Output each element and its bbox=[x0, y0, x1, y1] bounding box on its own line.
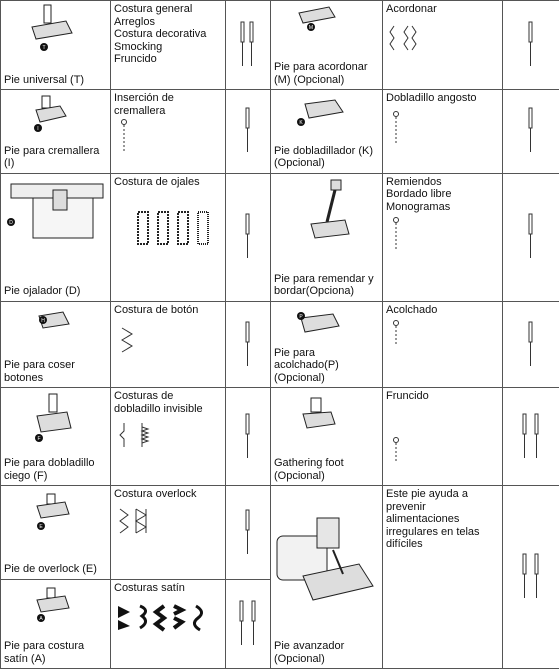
needle-icon bbox=[523, 106, 539, 156]
needle-cell bbox=[226, 486, 271, 579]
presser-foot-icon bbox=[289, 310, 349, 344]
description-line: Monogramas bbox=[386, 200, 451, 213]
foot-badge: H bbox=[41, 317, 45, 324]
needle-icon bbox=[240, 320, 256, 370]
stitch-pattern-icon bbox=[118, 421, 158, 449]
foot-cell bbox=[1, 1, 111, 90]
foot-cell bbox=[1, 388, 111, 486]
needle-icon bbox=[240, 508, 256, 558]
presser-foot-icon bbox=[29, 586, 79, 626]
foot-cell bbox=[271, 486, 383, 669]
stitch-pattern-icon bbox=[386, 217, 406, 253]
description-cell bbox=[383, 90, 503, 173]
needle-cell bbox=[503, 90, 559, 173]
presser-foot-icon bbox=[29, 392, 79, 446]
description-line: Arreglos bbox=[114, 15, 155, 28]
description-line: Costura de botón bbox=[114, 303, 199, 316]
stitch-pattern-icon bbox=[386, 320, 406, 346]
description-line: Costura general bbox=[114, 3, 193, 15]
presser-foot-icon bbox=[29, 308, 79, 342]
table-row bbox=[1, 301, 559, 387]
description-line: Fruncido bbox=[386, 390, 429, 403]
presser-foot-icon bbox=[291, 96, 351, 130]
presser-foot-icon bbox=[301, 178, 361, 250]
table-row bbox=[1, 388, 559, 486]
foot-name: Pie para cremallera (I) bbox=[4, 144, 100, 169]
description-line: Costura decorativa bbox=[114, 28, 207, 40]
needle-cell bbox=[226, 1, 271, 90]
description-line: Acordonar bbox=[386, 3, 437, 15]
foot-badge: K bbox=[299, 120, 303, 127]
foot-badge: E bbox=[39, 524, 43, 531]
description-cell bbox=[111, 486, 226, 579]
needle-cell bbox=[226, 173, 271, 301]
foot-badge: T bbox=[42, 45, 46, 51]
stitch-pattern-icon bbox=[118, 326, 138, 356]
description-line: Costura overlock bbox=[114, 488, 197, 501]
needle-cell bbox=[226, 579, 271, 668]
needle-cell bbox=[226, 388, 271, 486]
stitch-pattern-icon bbox=[386, 437, 406, 463]
presser-foot-icon bbox=[3, 180, 109, 260]
foot-cell bbox=[271, 173, 383, 301]
foot-name: Pie universal (T) bbox=[4, 73, 85, 86]
foot-cell bbox=[1, 301, 111, 387]
foot-badge: D bbox=[9, 219, 13, 226]
foot-name: Pie para dobladillo ciego (F) bbox=[4, 457, 95, 482]
description-cell bbox=[111, 579, 226, 668]
foot-badge: M bbox=[308, 25, 314, 31]
foot-name: Gathering foot (Opcional) bbox=[274, 457, 344, 482]
foot-cell bbox=[1, 173, 111, 301]
foot-name: Pie ojalador (D) bbox=[4, 285, 81, 298]
needle-cell bbox=[503, 301, 559, 387]
needle-cell bbox=[503, 486, 559, 669]
foot-badge: I bbox=[37, 126, 39, 133]
table-row bbox=[1, 486, 559, 579]
description-cell bbox=[111, 173, 226, 301]
stitch-pattern-icon bbox=[118, 507, 158, 537]
needle-icon bbox=[523, 320, 539, 370]
twin-needle-icon bbox=[517, 412, 545, 462]
foot-cell bbox=[271, 388, 383, 486]
twin-needle-icon bbox=[234, 599, 262, 649]
foot-name: Pie para costura satín (A) bbox=[4, 640, 85, 665]
foot-cell bbox=[271, 1, 383, 90]
description-cell bbox=[383, 173, 503, 301]
needle-icon bbox=[523, 20, 539, 70]
stitch-pattern-icon bbox=[386, 24, 434, 54]
foot-name: Pie de overlock (E) bbox=[4, 563, 97, 576]
stitch-pattern-icon bbox=[386, 111, 406, 147]
needle-icon bbox=[240, 412, 256, 462]
foot-cell bbox=[271, 90, 383, 173]
foot-name: Pie para coser botones bbox=[4, 359, 75, 384]
description-line: Este pie ayuda a prevenir alimentaciones irregulares en telas difíciles bbox=[386, 488, 480, 551]
foot-name: Pie dobladillador (K) (Opcional) bbox=[274, 144, 374, 169]
presser-foot-icon bbox=[26, 3, 76, 51]
foot-name: Pie avanzador (Opcional) bbox=[274, 640, 345, 665]
table-row bbox=[1, 173, 559, 301]
description-line: Dobladillo angosto bbox=[386, 92, 477, 105]
stitch-pattern-icon bbox=[114, 119, 134, 153]
foot-badge: P bbox=[299, 313, 303, 320]
foot-cell bbox=[271, 301, 383, 387]
foot-cell bbox=[1, 486, 111, 579]
twin-needle-icon bbox=[517, 552, 545, 602]
description-line: Fruncido bbox=[114, 53, 157, 65]
needle-cell bbox=[226, 90, 271, 173]
needle-icon bbox=[240, 106, 256, 156]
description-line: Costuras de dobladillo invisible bbox=[114, 390, 203, 415]
description-cell bbox=[111, 90, 226, 173]
presser-foot-icon bbox=[29, 492, 79, 536]
foot-badge: F bbox=[37, 436, 41, 443]
needle-icon bbox=[523, 212, 539, 262]
stitch-pattern-icon bbox=[136, 210, 216, 246]
stitch-pattern-icon bbox=[116, 602, 216, 632]
description-cell bbox=[111, 1, 226, 90]
description-cell bbox=[383, 301, 503, 387]
description-line: Acolchado bbox=[386, 303, 438, 316]
presser-foot-icon bbox=[293, 3, 343, 33]
description-line: Inserción de cremallera bbox=[114, 92, 174, 117]
needle-icon bbox=[240, 212, 256, 262]
twin-needle-icon bbox=[235, 20, 261, 70]
description-cell bbox=[111, 388, 226, 486]
description-cell bbox=[111, 301, 226, 387]
description-line: Bordado libre bbox=[386, 188, 452, 200]
presser-foot-icon bbox=[273, 516, 381, 606]
needle-cell bbox=[503, 388, 559, 486]
foot-cell bbox=[1, 90, 111, 173]
foot-name: Pie para remendar y bordar(Opciona) bbox=[274, 272, 374, 298]
needle-cell bbox=[503, 1, 559, 90]
presser-foot-icon bbox=[295, 396, 345, 436]
table-row bbox=[1, 90, 559, 173]
foot-badge: A bbox=[39, 615, 43, 622]
description-cell bbox=[383, 486, 503, 669]
presser-foot-icon bbox=[26, 94, 76, 134]
description-cell bbox=[383, 1, 503, 90]
description-line: Costura de ojales bbox=[114, 175, 200, 188]
needle-cell bbox=[226, 301, 271, 387]
foot-cell bbox=[1, 579, 111, 668]
description-line: Costuras satín bbox=[114, 581, 185, 594]
needle-cell bbox=[503, 173, 559, 301]
foot-name: Pie para acolchado(P) (Opcional) bbox=[274, 346, 339, 384]
foot-name: Pie para acordonar (M) (Opcional) bbox=[274, 61, 368, 86]
description-cell bbox=[383, 388, 503, 486]
table-row bbox=[1, 1, 559, 90]
description-line: Smocking bbox=[114, 40, 163, 53]
description-line: Remiendos bbox=[386, 175, 442, 188]
